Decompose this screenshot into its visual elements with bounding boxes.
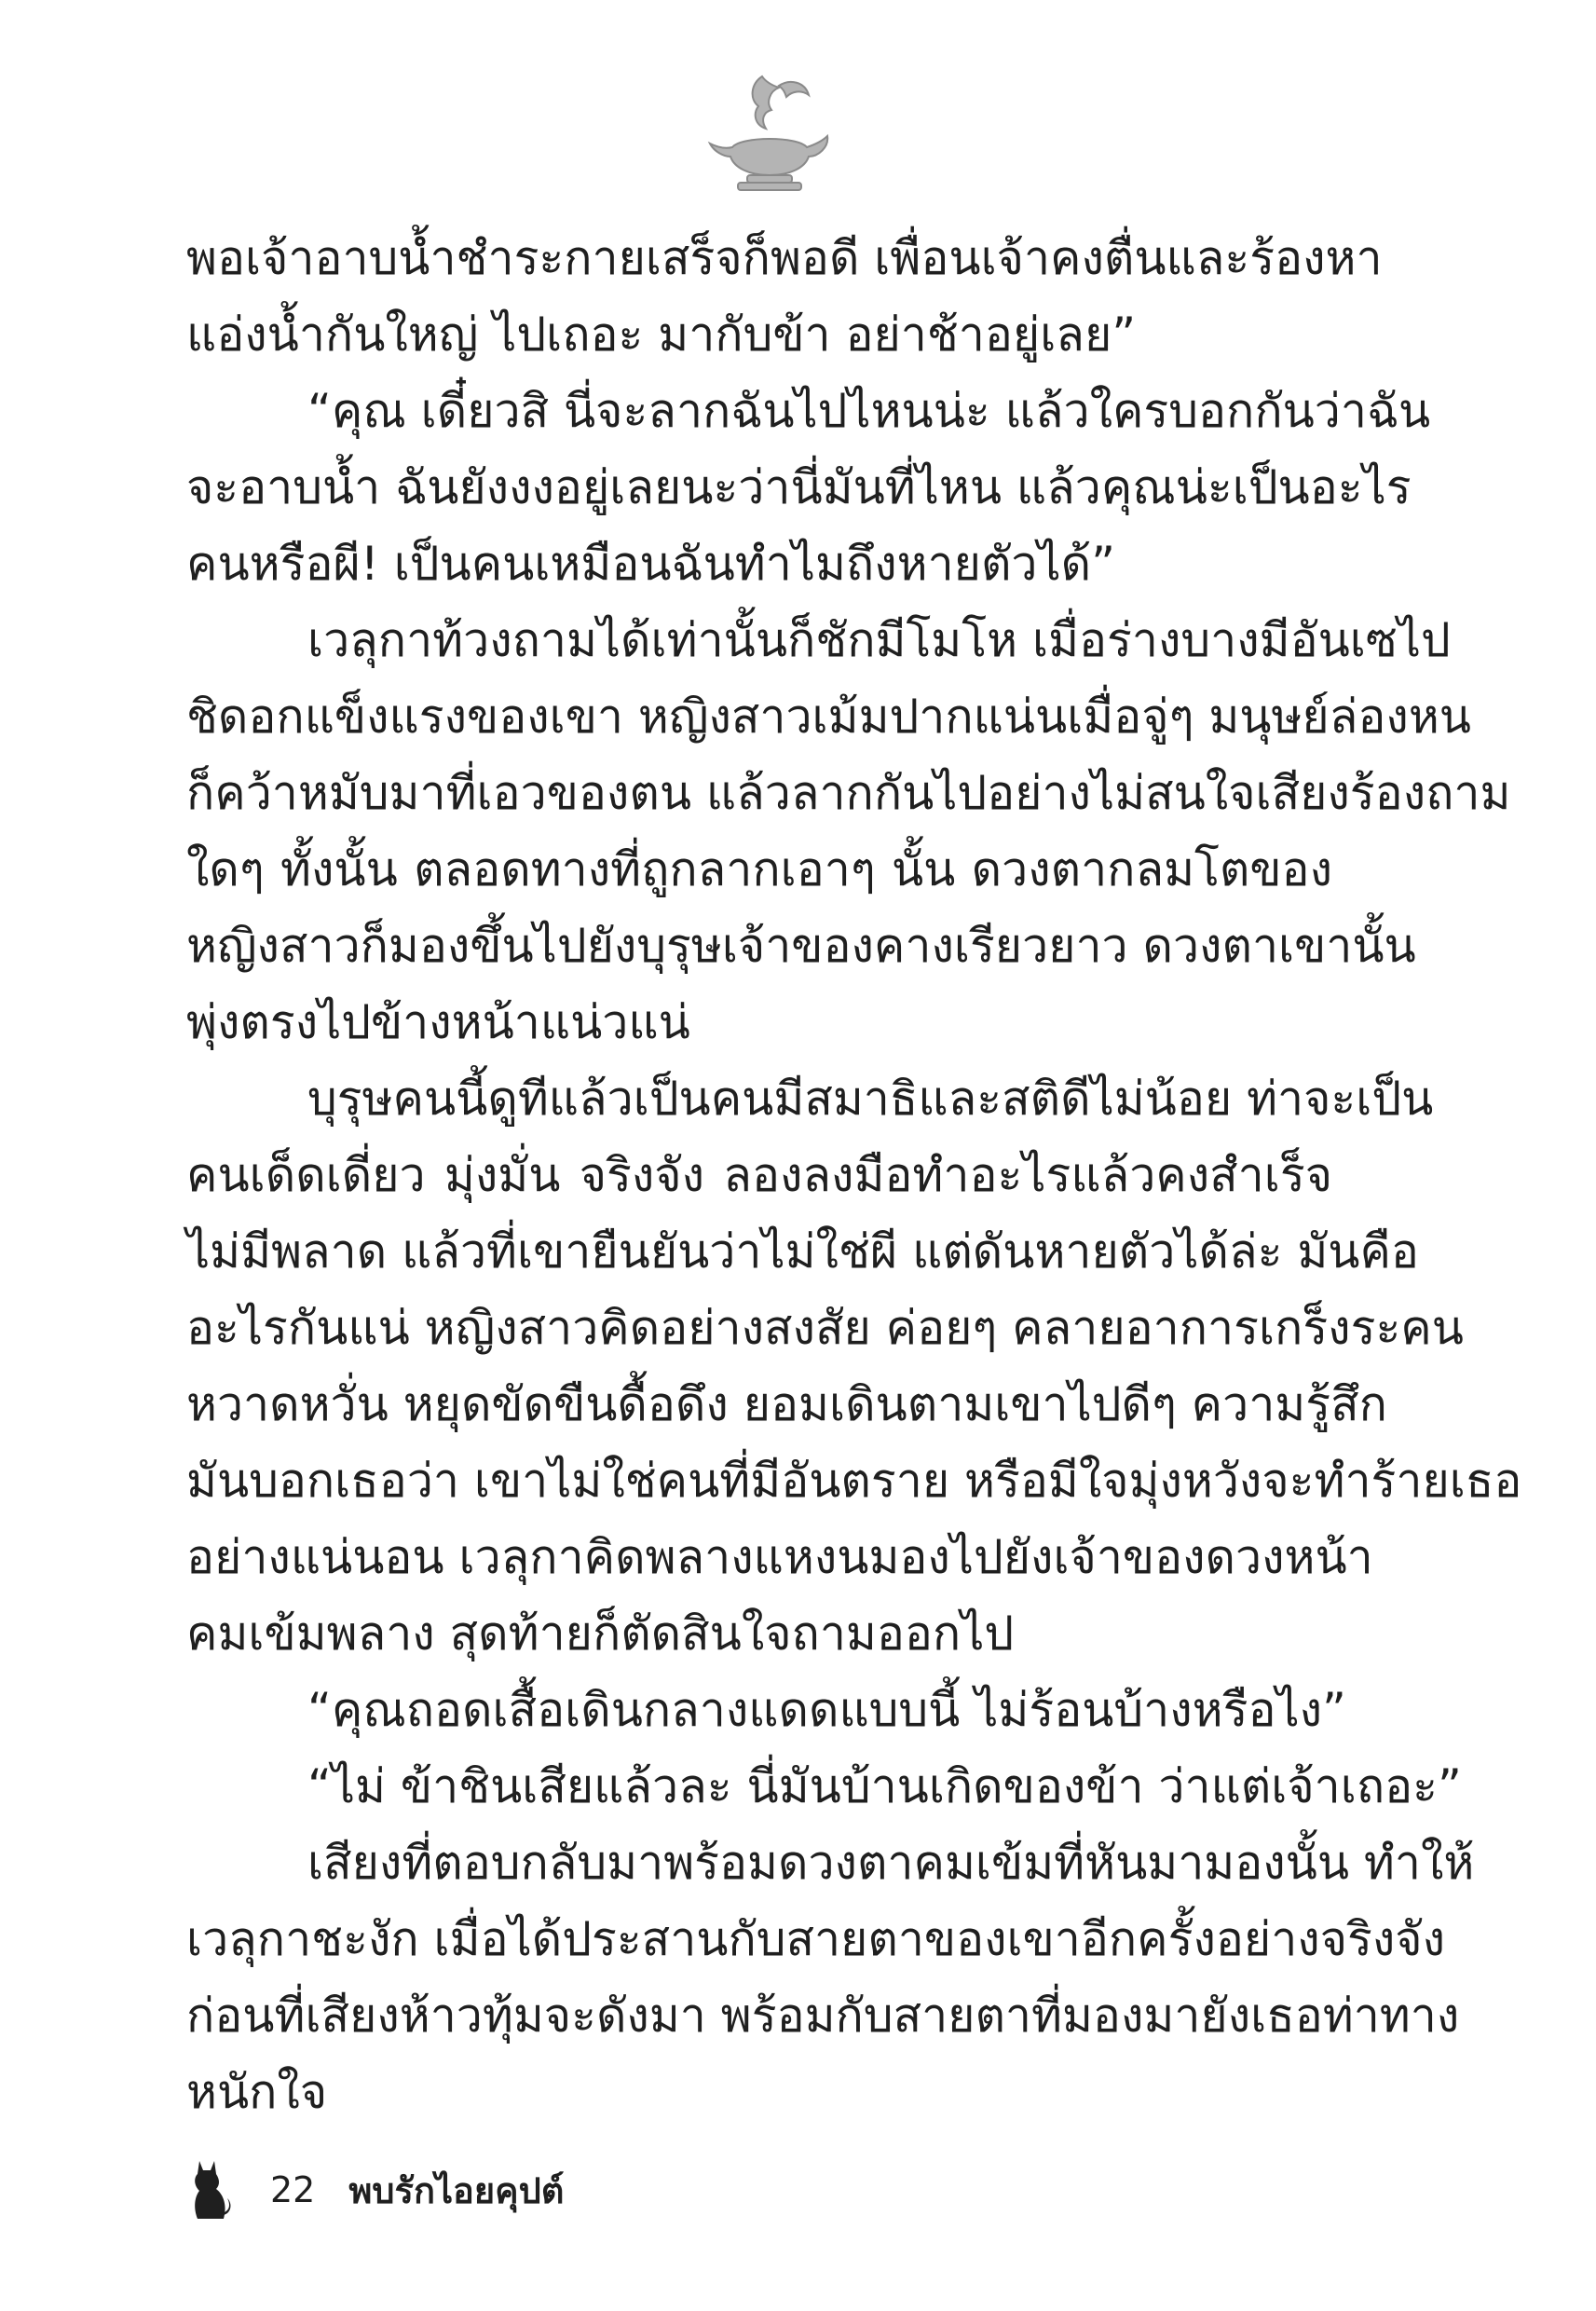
text-line: เวลุกาชะงัก เมื่อได้ประสานกับสายตาของเขาอีกครั้งอย่างจริงจัง — [186, 1912, 1445, 1966]
text-line: ใดๆ ทั้งนั้น ตลอดทางที่ถูกลากเอาๆ นั้น ดวงตากลมโตของ — [186, 842, 1332, 896]
text-line: แอ่งน้ำกันใหญ่ ไปเถอะ มากับข้า อย่าช้าอยู่เลย” — [186, 308, 1137, 362]
body-text — [186, 220, 1522, 2130]
genie-lamp-icon — [704, 58, 835, 198]
text-line: พุ่งตรงไปข้างหน้าแน่วแน่ — [186, 995, 690, 1049]
page-number: 22 — [270, 2169, 316, 2210]
text-line: “คุณถอดเสื้อเดินกลางแดดแบบนี้ ไม่ร้อนบ้างหรือไง” — [307, 1683, 1346, 1737]
text-line: เสียงที่ตอบกลับมาพร้อมดวงตาคมเข้มที่หันมามองนั้น ทำให้ — [307, 1836, 1475, 1890]
text-line: คนเด็ดเดี่ยว มุ่งมั่น จริงจัง ลองลงมือทำอะไรแล้วคงสำเร็จ — [186, 1148, 1332, 1202]
text-line: พอเจ้าอาบน้ำชำระกายเสร็จก็พอดี เพื่อนเจ้าคงตื่นและร้องหา — [186, 231, 1383, 285]
text-line: มันบอกเธอว่า เขาไม่ใช่คนที่มีอันตราย หรือมีใจมุ่งหวังจะทำร้ายเธอ — [186, 1454, 1522, 1508]
text-line: หนักใจ — [186, 2065, 328, 2119]
text-line: บุรุษคนนี้ดูทีแล้วเป็นคนมีสมาธิและสติดีไม่น้อย ท่าจะเป็น — [307, 1072, 1434, 1126]
text-line: หวาดหวั่น หยุดขัดขืนดื้อดึง ยอมเดินตามเขาไปดีๆ ความรู้สึก — [186, 1377, 1387, 1431]
text-line: คนหรือผี! เป็นคนเหมือนฉันทำไมถึงหายตัวได้” — [186, 537, 1116, 591]
cat-silhouette-icon — [186, 2157, 233, 2222]
text-line: ชิดอกแข็งแรงของเขา หญิงสาวเม้มปากแน่นเมื่อจู่ๆ มนุษย์ล่องหน — [186, 690, 1471, 744]
text-line: ไม่มีพลาด แล้วที่เขายืนยันว่าไม่ใช่ผี แต่ดันหายตัวได้ล่ะ มันคือ — [186, 1224, 1419, 1279]
text-line: อะไรกันแน่ หญิงสาวคิดอย่างสงสัย ค่อยๆ คลายอาการเกร็งระคน — [186, 1301, 1464, 1355]
text-line: เวลุกาท้วงถามได้เท่านั้นก็ชักมีโมโห เมื่อร่างบางมีอันเซไป — [307, 613, 1451, 667]
text-line: ก็คว้าหมับมาที่เอวของตน แล้วลากกันไปอย่างไม่สนใจเสียงร้องถาม — [186, 766, 1511, 820]
book-title: พบรักไอยคุปต์ — [348, 2169, 565, 2211]
text-line: “คุณ เดี๋ยวสิ นี่จะลากฉันไปไหนน่ะ แล้วใครบอกกันว่าฉัน — [307, 384, 1431, 438]
text-line: “ไม่ ข้าชินเสียแล้วละ นี่มันบ้านเกิดของข้า ว่าแต่เจ้าเถอะ” — [307, 1759, 1462, 1813]
text-line: อย่างแน่นอน เวลุกาคิดพลางแหงนมองไปยังเจ้าของดวงหน้า — [186, 1530, 1373, 1584]
page-footer — [186, 2153, 564, 2227]
text-line: ก่อนที่เสียงห้าวทุ้มจะดังมา พร้อมกับสายตาที่มองมายังเธอท่าทาง — [186, 1989, 1460, 2043]
text-line: จะอาบน้ำ ฉันยังงงอยู่เลยนะว่านี่มันที่ไหน แล้วคุณน่ะเป็นอะไร — [186, 460, 1412, 514]
text-line: หญิงสาวก็มองขึ้นไปยังบุรุษเจ้าของคางเรียวยาว ดวงตาเขานั้น — [186, 919, 1416, 973]
text-line: คมเข้มพลาง สุดท้ายก็ตัดสินใจถามออกไป — [186, 1607, 1015, 1661]
